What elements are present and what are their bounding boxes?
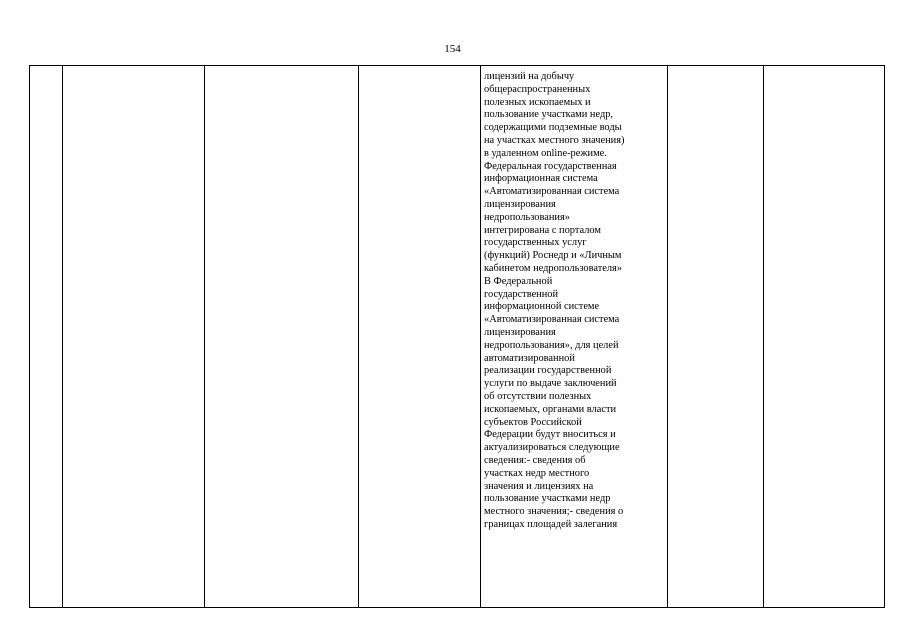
table-row: [30, 66, 885, 608]
table-cell-3: [205, 66, 359, 608]
table-cell-5: [481, 66, 668, 608]
cell-1-text: [30, 66, 62, 71]
document-table: [29, 65, 885, 608]
cell-3-text: [205, 66, 358, 71]
cell-4-text: [359, 66, 480, 71]
cell-5-text: лицензий на добычу общераспространенных полезных ископаемых и пользование участками недр, содержащими подземные воды на участках местного значения) в удаленном online-режиме. Федеральная государственная информационная система «Автоматизированная система лицензирования недропользования» интегрирована с порталом государственных услуг (функций) Роснедр и «Личным кабинетом недропользователя» В Федеральной государственной информационной системе «Автоматизированная система лицензирования недропользования», для целей автоматизированной реализации государственной услуги по выдаче заключений об отсутствии полезных ископаемых, органами власти субъектов Российской Федерации будут вноситься и актуализироваться следующие сведения:- сведения об участках недр местного значения и лицензиях на пользование участками недр местного значения;- сведения о границах площадей залегания: [484, 71, 625, 530]
cell-7-text: [764, 66, 884, 71]
cell-6-text: [668, 66, 763, 71]
table-cell-1: [30, 66, 63, 608]
table-cell-7: [764, 66, 885, 608]
table-cell-4: [359, 66, 481, 608]
table-cell-2: [63, 66, 205, 608]
cell-2-text: [63, 66, 204, 71]
table-cell-6: [668, 66, 764, 608]
page-number: 154: [444, 43, 461, 55]
